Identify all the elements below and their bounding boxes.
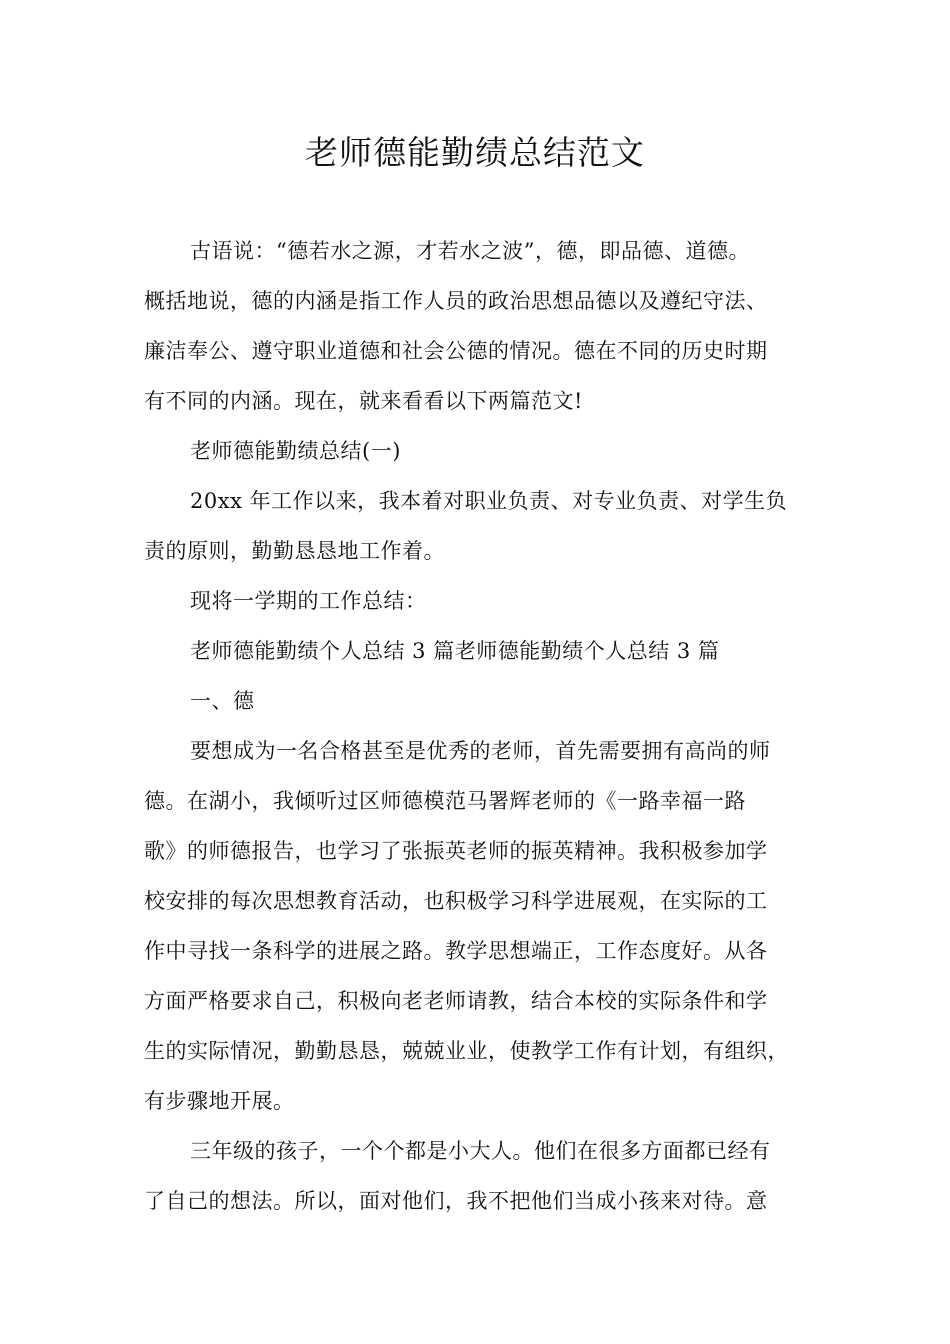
document-title: 老师德能勤绩总结范文: [305, 133, 645, 172]
text-line: 三年级的孩子，一个个都是小大人。他们在很多方面都已经有: [190, 1139, 771, 1163]
paragraph-intro: [144, 226, 808, 426]
text-line: 有不同的内涵。现在，就来看看以下两篇范文!: [144, 389, 583, 413]
text-line: 了自己的想法。所以，面对他们，我不把他们当成小孩来对待。意: [144, 1189, 768, 1213]
text-line: 方面严格要求自己，积极向老老师请教，结合本校的实际条件和学: [144, 989, 768, 1013]
text-line: 校安排的每次思想教育活动，也积极学习科学进展观，在实际的工: [144, 889, 768, 913]
document-body: [144, 226, 808, 1226]
text-line: 20xx 年工作以来，我本着对职业负责、对专业负责、对学生负: [190, 489, 788, 513]
paragraph: [144, 1126, 808, 1226]
paragraph: [144, 576, 808, 626]
text-line: 作中寻找一条科学的进展之路。教学思想端正，工作态度好。从各: [144, 939, 768, 963]
text-line: 老师德能勤绩总结(一): [190, 439, 401, 463]
paragraph: [144, 626, 808, 676]
text-line: 现将一学期的工作总结：: [190, 589, 427, 613]
text-line: 责的原则，勤勤恳恳地工作着。: [144, 539, 445, 563]
text-line: 要想成为一名合格甚至是优秀的老师，首先需要拥有高尚的师: [190, 739, 771, 763]
text-line: 歌》的师德报告，也学习了张振英老师的振英精神。我积极参加学: [144, 839, 768, 863]
text-line: 廉洁奉公、遵守职业道德和社会公德的情况。德在不同的历史时期: [144, 339, 768, 363]
text-line: 古语说：“德若水之源，才若水之波”，德，即品德、道德。: [190, 239, 750, 263]
paragraph: [144, 726, 808, 1126]
text-line: 老师德能勤绩个人总结 3 篇老师德能勤绩个人总结 3 篇: [190, 639, 720, 663]
text-line: 生的实际情况，勤勤恳恳，兢兢业业，使教学工作有计划，有组织，: [144, 1039, 789, 1063]
section-heading: [144, 426, 808, 476]
text-line: 概括地说，德的内涵是指工作人员的政治思想品德以及遵纪守法、: [144, 289, 768, 313]
text-line: 有步骤地开展。: [144, 1089, 295, 1113]
paragraph: [144, 476, 808, 576]
text-line: 德。在湖小，我倾听过区师德模范马署辉老师的《一路幸福一路: [144, 789, 746, 813]
text-line: 一、德: [190, 689, 255, 713]
section-heading: [144, 676, 808, 726]
